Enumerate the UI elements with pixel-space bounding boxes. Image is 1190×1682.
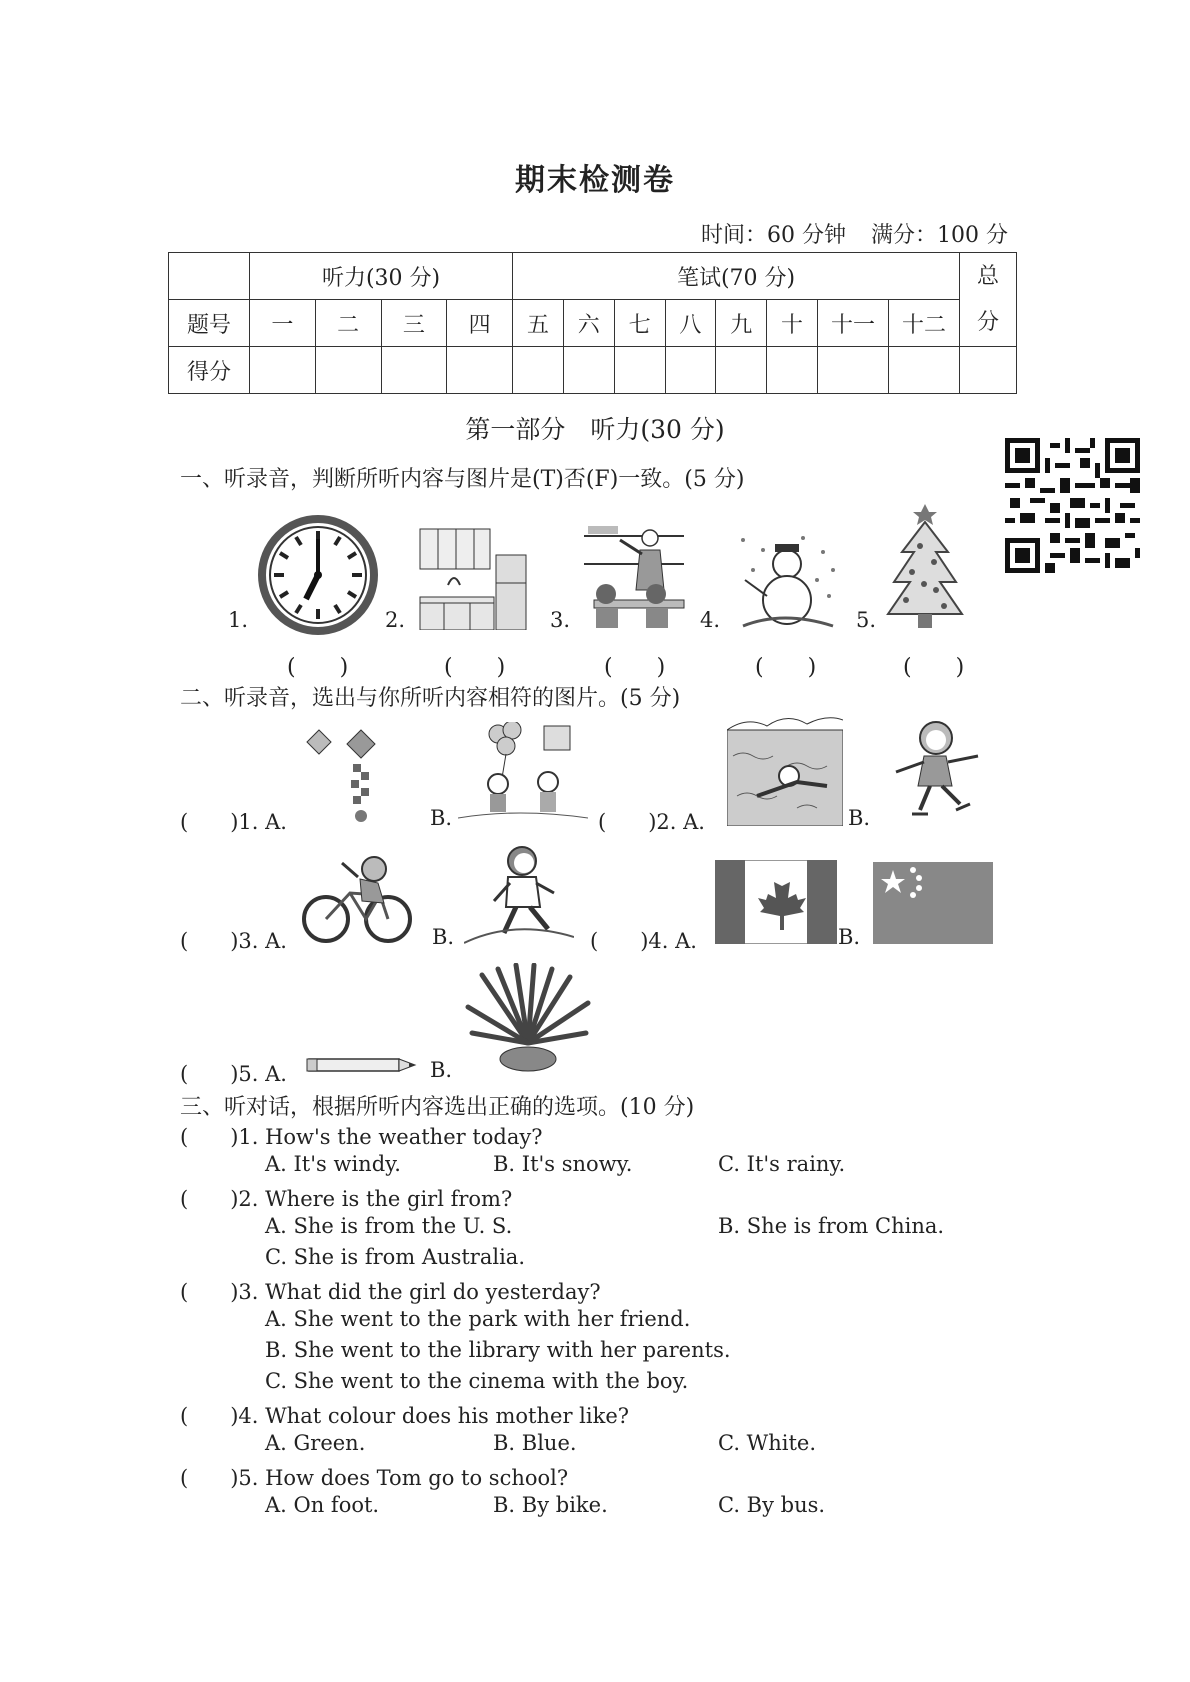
question-5: ( )5. How does Tom go to school? xyxy=(180,1466,569,1490)
canada-flag-icon xyxy=(715,860,837,944)
option-a[interactable]: A. It's windy. xyxy=(265,1152,401,1176)
section-one-title: 一、听录音，判断所听内容与图片是(T)否(F)一致。(5 分) xyxy=(180,467,745,492)
answer-blank[interactable]: ( ) xyxy=(444,655,506,680)
option-b-label: B. xyxy=(838,925,861,949)
item-label: 2. xyxy=(385,608,406,632)
score-cell[interactable] xyxy=(716,347,767,394)
section-three-title: 三、听对话，根据所听内容选出正确的选项。(10 分) xyxy=(180,1095,695,1120)
skating-girl-icon xyxy=(878,716,982,826)
score-cell[interactable] xyxy=(665,347,716,394)
answer-blank[interactable]: ( ) xyxy=(604,655,666,680)
spring-festival-decor-icon xyxy=(305,728,391,824)
row-label: 题号 xyxy=(169,300,250,347)
q-number: 十 xyxy=(767,300,818,347)
question-label: ( )5. A. xyxy=(180,1062,287,1086)
question-3: ( )3. What did the girl do yesterday? xyxy=(180,1280,601,1304)
answer-blank[interactable]: ( ) xyxy=(287,655,349,680)
option-c[interactable]: C. White. xyxy=(718,1431,817,1455)
question-4: ( )4. What colour does his mother like? xyxy=(180,1404,630,1428)
q-number: 二 xyxy=(315,300,381,347)
option-b-label: B. xyxy=(432,925,455,949)
option-b-label: B. xyxy=(430,806,453,830)
q-number: 三 xyxy=(381,300,447,347)
question-label: ( )1. A. xyxy=(180,810,287,834)
score-cell[interactable] xyxy=(614,347,665,394)
score-cell[interactable] xyxy=(513,347,564,394)
option-b[interactable]: B. Blue. xyxy=(493,1431,577,1455)
children-balloons-icon xyxy=(458,722,588,822)
q-number: 五 xyxy=(513,300,564,347)
section-two-title: 二、听录音，选出与你所听内容相符的图片。(5 分) xyxy=(180,686,681,711)
option-c[interactable]: C. She went to the cinema with the boy. xyxy=(265,1369,689,1393)
time-limit: 时间：60 分钟 xyxy=(701,223,846,248)
girl-falling-off-bike-icon xyxy=(302,853,414,945)
option-b[interactable]: B. She went to the library with her parents. xyxy=(265,1338,731,1362)
score-cell[interactable] xyxy=(767,347,818,394)
option-a[interactable]: A. Green. xyxy=(265,1431,366,1455)
score-cell[interactable] xyxy=(960,347,1017,394)
q-number: 十二 xyxy=(889,300,960,347)
score-cell[interactable] xyxy=(563,347,614,394)
snowman-icon xyxy=(733,530,843,630)
part-one-title: 第一部分 听力(30 分) xyxy=(465,415,725,444)
option-b[interactable]: B. It's snowy. xyxy=(493,1152,633,1176)
option-a[interactable]: A. She is from the U. S. xyxy=(265,1214,513,1238)
option-c[interactable]: C. By bus. xyxy=(718,1493,826,1517)
option-a[interactable]: A. She went to the park with her friend. xyxy=(265,1307,691,1331)
answer-blank[interactable]: ( ) xyxy=(903,655,965,680)
option-a[interactable]: A. On foot. xyxy=(265,1493,380,1517)
q-number: 八 xyxy=(665,300,716,347)
clock-icon xyxy=(258,515,378,635)
q-number: 七 xyxy=(614,300,665,347)
score-cell[interactable] xyxy=(818,347,889,394)
q-number: 一 xyxy=(250,300,316,347)
question-label: ( )3. A. xyxy=(180,929,287,953)
q-number: 六 xyxy=(563,300,614,347)
score-cell[interactable] xyxy=(381,347,447,394)
full-score: 满分：100 分 xyxy=(871,223,1008,248)
option-b-label: B. xyxy=(430,1058,453,1082)
writing-header: 笔试(70 分) xyxy=(513,253,960,300)
q-number: 十一 xyxy=(818,300,889,347)
coloured-pencils-icon xyxy=(462,963,594,1073)
q-number: 九 xyxy=(716,300,767,347)
score-table xyxy=(168,252,1017,394)
answer-blank[interactable]: ( ) xyxy=(755,655,817,680)
classroom-icon xyxy=(584,522,688,630)
question-1: ( )1. How's the weather today? xyxy=(180,1125,543,1149)
kitchen-icon xyxy=(418,525,540,630)
question-label: ( )4. A. xyxy=(590,929,697,953)
option-c[interactable]: C. She is from Australia. xyxy=(265,1245,525,1269)
christmas-tree-icon xyxy=(884,502,966,630)
exam-meta xyxy=(683,218,1008,249)
item-label: 1. xyxy=(228,608,249,632)
total-header: 总 分 xyxy=(960,253,1017,347)
option-c[interactable]: C. It's rainy. xyxy=(718,1152,846,1176)
item-label: 3. xyxy=(550,608,571,632)
option-b[interactable]: B. By bike. xyxy=(493,1493,608,1517)
score-cell[interactable] xyxy=(889,347,960,394)
pencil-icon xyxy=(305,1055,417,1075)
score-cell[interactable] xyxy=(315,347,381,394)
boy-running-icon xyxy=(464,843,574,948)
q-number: 四 xyxy=(447,300,513,347)
china-flag-icon xyxy=(873,862,993,944)
option-b[interactable]: B. She is from China. xyxy=(718,1214,945,1238)
page-title: 期末检测卷 xyxy=(515,163,675,198)
score-cell[interactable] xyxy=(250,347,316,394)
qr-code-icon xyxy=(1005,438,1140,573)
option-b-label: B. xyxy=(848,806,871,830)
item-label: 4. xyxy=(700,608,721,632)
question-2: ( )2. Where is the girl from? xyxy=(180,1187,513,1211)
listening-header: 听力(30 分) xyxy=(250,253,513,300)
swimming-icon xyxy=(727,716,843,826)
score-label: 得分 xyxy=(169,347,250,394)
score-cell[interactable] xyxy=(447,347,513,394)
question-label: ( )2. A. xyxy=(598,810,705,834)
item-label: 5. xyxy=(856,608,877,632)
